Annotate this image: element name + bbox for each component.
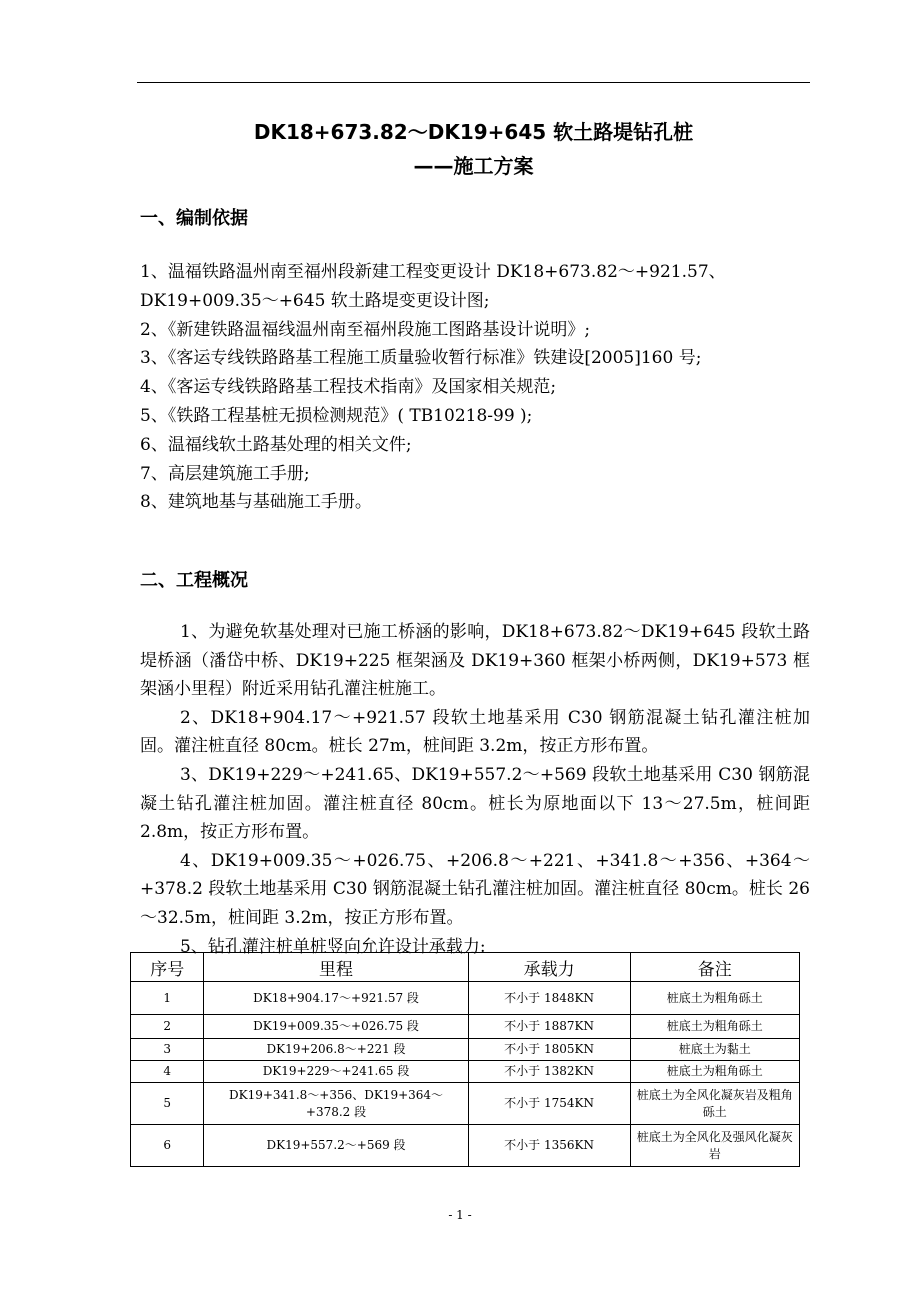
- section-heading-basis: 一、编制依据: [140, 208, 248, 229]
- list-item: 6、温福线软土路基处理的相关文件;: [140, 434, 412, 455]
- table-cell: DK19+557.2～+569 段: [204, 1125, 468, 1167]
- table-cell: 桩底土为全风化及强风化凝灰岩: [630, 1125, 799, 1167]
- table-row: [131, 1125, 800, 1167]
- table-cell: 桩底土为粗角砾土: [630, 1061, 799, 1083]
- document-title: DK18+673.82～DK19+645 软土路堤钻孔桩: [253, 120, 694, 144]
- table-cell: 4: [131, 1061, 204, 1083]
- table-row: [131, 1061, 800, 1083]
- table-cell: DK19+206.8～+221 段: [204, 1039, 468, 1061]
- table-cell: DK19+229～+241.65 段: [204, 1061, 468, 1083]
- paragraph: 4、DK19+009.35～+026.75、+206.8～+221、+341.8～+356、+364～+378.2 段软土地基采用 C30 钢筋混凝土钻孔灌注桩加固。灌注桩直径 80cm。桩长 26～32.5m，桩间距 3.2m，按正方形布置。: [140, 850, 810, 928]
- page-number: - 1 -: [448, 1208, 472, 1222]
- table-cell: 3: [131, 1039, 204, 1061]
- table-cell: 桩底土为粗角砾土: [630, 982, 799, 1015]
- overview-paragraphs: [140, 618, 810, 961]
- table-row: [131, 1083, 800, 1125]
- list-item: 7、高层建筑施工手册;: [140, 463, 310, 484]
- document-subtitle: ——施工方案: [413, 154, 534, 178]
- list-item: 5、《铁路工程基桩无损检测规范》( TB10218-99 );: [140, 405, 533, 426]
- list-item: 3、《客运专线铁路路基工程施工质量验收暂行标准》铁建设[2005]160 号;: [140, 348, 702, 369]
- bearing-capacity-table: [130, 952, 800, 1167]
- list-item: 8、建筑地基与基础施工手册。: [140, 492, 372, 513]
- section-heading-overview: 二、工程概况: [140, 570, 248, 591]
- table-cell: 1: [131, 982, 204, 1015]
- table-cell: 不小于 1754KN: [468, 1083, 630, 1125]
- table-row: [131, 982, 800, 1015]
- table-cell: 桩底土为全风化凝灰岩及粗角砾土: [630, 1083, 799, 1125]
- list-item: 4、《客运专线铁路路基工程技术指南》及国家相关规范;: [140, 377, 557, 398]
- header-rule: [137, 82, 810, 83]
- table-cell: 不小于 1848KN: [468, 982, 630, 1015]
- column-header: 里程: [204, 953, 468, 982]
- table-cell: 6: [131, 1125, 204, 1167]
- table-cell: DK19+341.8～+356、DK19+364～+378.2 段: [204, 1083, 468, 1125]
- paragraph: 2、DK18+904.17～+921.57 段软土地基采用 C30 钢筋混凝土钻孔灌注桩加固。灌注桩直径 80cm。桩长 27m，桩间距 3.2m，按正方形布置。: [140, 707, 810, 757]
- table-cell: 不小于 1805KN: [468, 1039, 630, 1061]
- table-cell: 不小于 1356KN: [468, 1125, 630, 1167]
- table-cell: 桩底土为黏土: [630, 1039, 799, 1061]
- table-cell: 不小于 1887KN: [468, 1015, 630, 1039]
- column-header: 承载力: [468, 953, 630, 982]
- table-cell: 不小于 1382KN: [468, 1061, 630, 1083]
- table-cell: 2: [131, 1015, 204, 1039]
- paragraph: 3、DK19+229～+241.65、DK19+557.2～+569 段软土地基采用 C30 钢筋混凝土钻孔灌注桩加固。灌注桩直径 80cm。桩长为原地面以下 13～27.5m，桩间距 2.8m，按正方形布置。: [140, 764, 810, 843]
- table-cell: 5: [131, 1083, 204, 1125]
- list-item: 1、温福铁路温州南至福州段新建工程变更设计 DK18+673.82～+921.57、DK19+009.35～+645 软土路堤变更设计图;: [140, 262, 726, 311]
- column-header: 备注: [630, 953, 799, 982]
- basis-list: [140, 258, 810, 517]
- paragraph: 1、为避免软基处理对已施工桥涵的影响，DK18+673.82～DK19+645 段软土路堤桥涵（潘岱中桥、DK19+225 框架涵及 DK19+360 框架小桥两侧，DK19+573 框架涵小里程）附近采用钻孔灌注桩施工。: [140, 622, 810, 700]
- list-item: 2、《新建铁路温福线温州南至福州段施工图路基设计说明》;: [140, 319, 591, 340]
- table-cell: DK18+904.17～+921.57 段: [204, 982, 468, 1015]
- table-cell: 桩底土为粗角砾土: [630, 1015, 799, 1039]
- table-row: [131, 1015, 800, 1039]
- table-row: [131, 1039, 800, 1061]
- table-cell: DK19+009.35～+026.75 段: [204, 1015, 468, 1039]
- table-header-row: [131, 953, 800, 982]
- paragraph: 5、钻孔灌注桩单桩竖向允许设计承载力:: [180, 936, 486, 957]
- column-header: 序号: [131, 953, 204, 982]
